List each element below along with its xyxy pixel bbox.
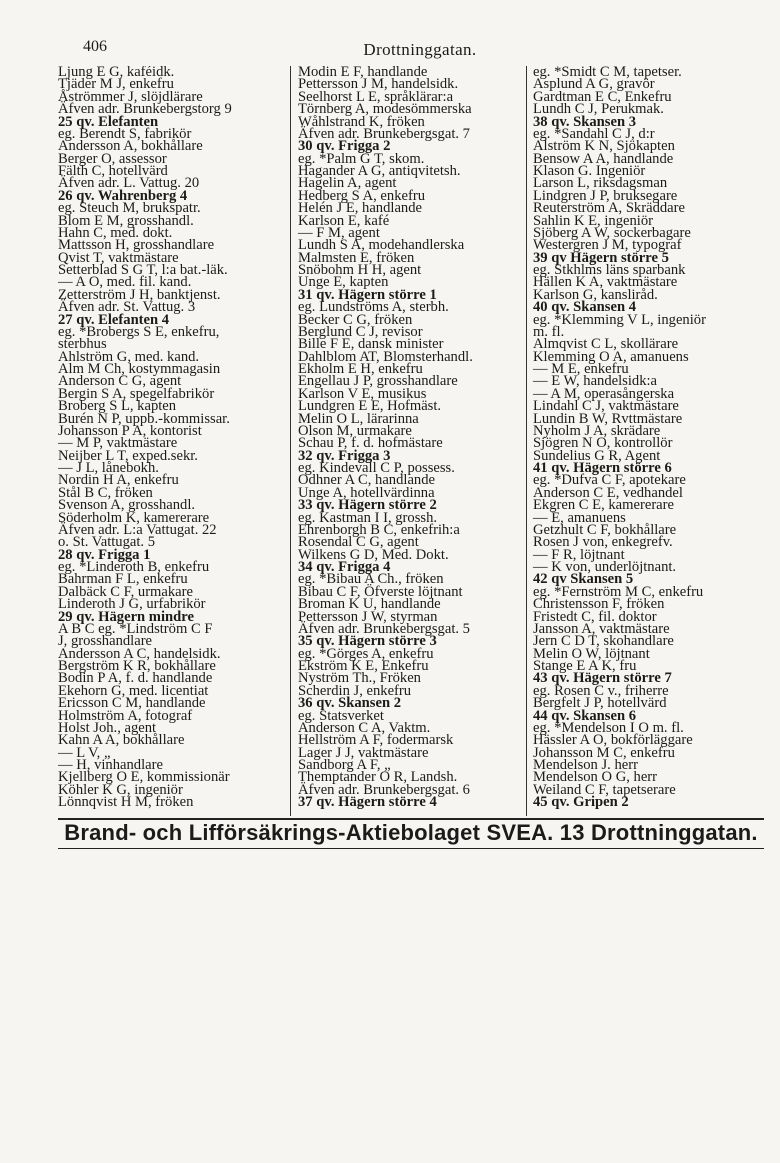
page-number: 406: [83, 38, 107, 55]
directory-entry: eg. Statsverket: [298, 707, 384, 724]
directory-entry: Hellström A F, fodermarsk: [298, 732, 454, 749]
directory-entry: Becker C G, fröken: [298, 311, 413, 328]
directory-entry: Äfven adr. St. Vattug. 3: [58, 299, 196, 316]
directory-entry: Holmström A, fotograf: [58, 707, 193, 724]
block-heading: 30 qv. Frigga 2: [298, 138, 391, 155]
directory-entry: Hagander A G, antiqvitetsh.: [298, 163, 461, 179]
directory-entry: Äfven adr. L. Vattug. 20: [58, 175, 200, 192]
directory-entry: Zetterström J H, banktjenst.: [58, 286, 221, 303]
directory-entry: Themptander O R, Landsh.: [298, 769, 458, 786]
directory-entry: Seelhorst L E, språklärar:a: [298, 88, 454, 105]
directory-entry: Nyholm J A, skrädare: [533, 422, 661, 439]
directory-entry: Burén N P, uppb.-kommissar.: [58, 410, 230, 427]
directory-entry: Hällen K A, vaktmästare: [533, 274, 678, 291]
directory-entry: Svenson A, grosshandl.: [58, 497, 196, 514]
directory-entry: Alström K N, Sjökapten: [533, 138, 675, 155]
block-heading: 33 qv. Hägern större 2: [298, 497, 437, 514]
directory-entry: Fristedt C, fil. doktor: [533, 608, 657, 625]
directory-column-3: [526, 66, 769, 816]
directory-entry: Klason G. Ingeniör: [533, 163, 646, 179]
directory-entry: Äfven adr. Brunkebergstorg 9: [58, 101, 232, 118]
block-heading: 37 qv. Hägern större 4: [298, 794, 437, 811]
directory-entry: Mendelson J. herr: [533, 757, 638, 773]
directory-entry: — J L, lånebokh.: [58, 460, 159, 476]
directory-entry: Lundin B W, Rvttmästare: [533, 410, 683, 427]
directory-entry: Åströmmer J, slöjdlärare: [58, 88, 203, 105]
block-heading: 27 qv. Elefanten 4: [58, 311, 170, 328]
block-heading: 25 qv. Elefanten: [58, 113, 159, 130]
directory-entry: Lindgren J P, bruksegare: [533, 187, 678, 204]
directory-column-2: [290, 66, 522, 816]
directory-entry: A B C eg. *Lindström C F: [58, 620, 213, 637]
street-title: Drottninggatan.: [363, 40, 477, 59]
directory-entry: Sjöberg A W, sockerbagare: [533, 224, 691, 241]
directory-entry: Melin O L, lärarinna: [298, 410, 419, 427]
footer-rule-bottom: [58, 848, 764, 849]
directory-entry: Lindahl C J, vaktmästare: [533, 398, 679, 415]
directory-entry: Lundgren E E, Hofmäst.: [298, 398, 442, 415]
directory-entry: Stange E A K, fru: [533, 658, 637, 674]
directory-entry: Karlson E, kafé: [298, 212, 390, 229]
directory-entry: Blom E M, grosshandl.: [58, 212, 194, 229]
directory-entry: Pettersson J M, handelsidk.: [298, 76, 459, 93]
directory-entry: Köhler K G, ingeniör: [58, 781, 183, 798]
directory-entry: eg. *Smidt C M, tapetser.: [533, 66, 682, 80]
directory-entry: Törnberg A, modesömmerska: [298, 101, 472, 118]
directory-entry: Helén J E, handlande: [298, 200, 423, 217]
directory-entry: Stål B C, fröken: [58, 484, 153, 501]
directory-entry: Ekgren C E, kamererare: [533, 497, 674, 514]
directory-entry: Sahlin K E, ingeniör: [533, 212, 653, 229]
directory-entry: Äfven adr. Brunkebergsgat. 6: [298, 781, 470, 798]
directory-entry: Malmsten E, fröken: [298, 249, 415, 266]
directory-entry: Sjögren N O, kontrollör: [533, 435, 673, 452]
directory-entry: Bergfelt J P, hotellvärd: [533, 695, 667, 712]
directory-entry: Fälth C, hotellvärd: [58, 163, 168, 179]
directory-entry: Ericsson C M, handlande: [58, 695, 206, 712]
directory-entry: — M E, enkefru: [533, 361, 629, 377]
directory-entry: Lönnqvist H M, fröken: [58, 794, 194, 811]
directory-entry: Setterblad S G T, l:a bat.-läk.: [58, 262, 228, 278]
directory-entry: Andersson A, bokhållare: [58, 138, 203, 155]
directory-entry: Klemming O A, amanuens: [533, 348, 689, 365]
directory-entry: Reuterström A, Skräddare: [533, 200, 685, 217]
directory-entry: eg. Stkhlms läns sparbank: [533, 262, 686, 278]
directory-entry: Getzhult C F, bokhållare: [533, 521, 677, 538]
directory-entry: Schau P, f. d. hofmästare: [298, 435, 443, 452]
directory-entry: Unge A, hotellvärdinna: [298, 484, 435, 501]
footer-advertisement: Brand- och Lifförsäkrings-Aktiebolaget SVEA. 13 Drottninggatan.: [64, 820, 758, 845]
directory-entry: Scherdin J, enkefru: [298, 682, 412, 699]
directory-entry: Hedberg S A, enkefru: [298, 187, 425, 204]
directory-entry: Bensow A A, handlande: [533, 150, 674, 167]
directory-entry: eg. Kindevall C P, possess.: [298, 460, 455, 476]
directory-entry: Larson L, riksdagsman: [533, 175, 668, 192]
directory-entry: Asplund A G, gravör: [533, 76, 655, 93]
directory-entry: Rosen J von, enkegrefv.: [533, 534, 673, 551]
directory-entry: Broman K U, handlande: [298, 596, 441, 613]
directory-entry: J, grosshandlare: [58, 633, 153, 650]
directory-entry: — F R, löjtnant: [533, 546, 625, 563]
directory-entry: Kjellberg O E, kommissionär: [58, 769, 230, 786]
directory-entry: eg. Berendt S, fabrikör: [58, 125, 192, 142]
directory-entry: Pettersson J W, styrman: [298, 608, 438, 625]
directory-entry: Almqvist C L, skollärare: [533, 336, 679, 353]
block-heading: 42 qv Skansen 5: [533, 571, 634, 588]
block-heading: 36 qv. Skansen 2: [298, 695, 402, 712]
directory-entry: Mendelson O G, herr: [533, 769, 658, 786]
directory-entry: — M P, vaktmästare: [58, 435, 178, 452]
directory-entry: sterbhus: [58, 336, 107, 353]
directory-entry: eg. Rosen C v., friherre: [533, 682, 669, 699]
directory-entry: Karlson G, kansliråd.: [533, 286, 658, 303]
directory-entry: Ljung E G, kaféidk.: [58, 66, 175, 80]
directory-entry: Alm M Ch, kostymmagasin: [58, 361, 221, 377]
directory-entry: Dalbäck C F, urmakare: [58, 583, 193, 600]
directory-entry: Ekström K E, Enkefru: [298, 658, 429, 674]
block-heading: 44 qv. Skansen 6: [533, 707, 637, 724]
directory-entry: eg. *Klemming V L, ingeniör: [533, 311, 706, 328]
block-heading: 45 qv. Gripen 2: [533, 794, 629, 811]
directory-entry: Wilkens G D, Med. Dokt.: [298, 546, 449, 563]
block-heading: 40 qv. Skansen 4: [533, 299, 637, 316]
directory-entry: Qvist T, vaktmästare: [58, 249, 179, 266]
directory-entry: eg. *Fernström M C, enkefru: [533, 583, 704, 600]
block-heading: 32 qv. Frigga 3: [298, 447, 391, 464]
directory-entry: Weiland C F, tapetserare: [533, 781, 676, 798]
page-header: [80, 38, 760, 62]
directory-entry: — A M, operasångerska: [533, 385, 675, 402]
block-heading: 43 qv. Hägern större 7: [533, 670, 672, 687]
directory-entry: Ekehorn G, med. licentiat: [58, 682, 209, 699]
directory-entry: Hagelin A, agent: [298, 175, 397, 192]
directory-entry: Broberg S L, kapten: [58, 398, 177, 415]
directory-entry: Melin O W, löjtnant: [533, 645, 650, 662]
directory-entry: Rosendal C G, agent: [298, 534, 419, 551]
directory-entry: Holst Joh., agent: [58, 719, 157, 736]
directory-entry: — F M, agent: [298, 224, 380, 241]
directory-entry: Gardtman E C, Enkefru: [533, 88, 672, 105]
directory-entry: Nordin H A, enkefru: [58, 472, 179, 489]
block-heading: 39 qv Hägern större 5: [533, 249, 669, 266]
directory-entry: — H, vinhandlare: [58, 757, 163, 773]
directory-entry: eg. Lundströms A, sterbh.: [298, 299, 449, 316]
directory-entry: Bille F E, dansk minister: [298, 336, 444, 353]
directory-entry: eg. *Sandahl C J, d:r: [533, 125, 655, 142]
directory-entry: Berger O, assessor: [58, 150, 167, 167]
directory-entry: Tjäder M J, enkefru: [58, 76, 174, 93]
directory-entry: eg. *Dufva C F, apotekare: [533, 472, 686, 489]
directory-entry: — A O, med. fil. kand.: [58, 274, 192, 291]
directory-entry: eg. Steuch M, brukspatr.: [58, 200, 201, 217]
directory-entry: Olson M, urmakare: [298, 422, 412, 439]
directory-entry: Ahlström G, med. kand.: [58, 348, 200, 365]
directory-entry: Ekholm E H, enkefru: [298, 361, 423, 377]
directory-entry: Unge E, kapten: [298, 274, 389, 291]
directory-entry: Kahn A A, bokhållare: [58, 732, 185, 749]
directory-entry: Hässler A O, bokförläggare: [533, 732, 693, 749]
directory-column-1: [58, 66, 288, 816]
directory-entry: eg. *Mendelson I O m. fl.: [533, 719, 684, 736]
block-heading: 41 qv. Hägern större 6: [533, 460, 672, 476]
directory-entry: Linderoth J G, urfabrikör: [58, 596, 206, 613]
directory-entry: Christensson F, fröken: [533, 596, 665, 613]
directory-entry: eg. *Bibau A Ch., fröken: [298, 571, 444, 588]
block-heading: 26 qv. Wahrenberg 4: [58, 187, 188, 204]
directory-entry: Engellau J P, grosshandlare: [298, 373, 458, 390]
directory-entry: Äfven adr. Brunkebergsgat. 7: [298, 125, 470, 142]
directory-entry: Modin E F, handlande: [298, 66, 428, 80]
directory-entry: Söderholm K, kamererare: [58, 509, 210, 526]
directory-entry: Westergren J M, typograf: [533, 237, 682, 254]
block-heading: 34 qv. Frigga 4: [298, 559, 391, 575]
directory-entry: Ehrenborgh B C, enkefrih:a: [298, 521, 460, 538]
block-heading: 31 qv. Hägern större 1: [298, 286, 437, 303]
directory-entry: Hahn C, med. dokt.: [58, 224, 173, 241]
directory-entry: eg. *Görges A, enkefru: [298, 645, 434, 662]
directory-entry: Andersson A C, handelsidk.: [58, 645, 221, 662]
directory-entry: Lundh S A, modehandlerska: [298, 237, 465, 254]
directory-entry: Jansson A, vaktmästare: [533, 620, 670, 637]
directory-entry: Bergin S A, spegelfabrikör: [58, 385, 215, 402]
directory-entry: — E, amanuens: [533, 509, 626, 526]
directory-entry: Dahlblom AT, Blomsterhandl.: [298, 348, 473, 365]
directory-entry: Johansson M C, enkefru: [533, 744, 675, 761]
directory-entry: Lundh C J, Perukmak.: [533, 101, 664, 118]
directory-entry: Bodin P A, f. d. handlande: [58, 670, 213, 687]
directory-entry: o. St. Vattugat. 5: [58, 534, 156, 551]
directory-entry: Sandborg A F, „: [298, 757, 391, 773]
directory-entry: Nyström Th., Fröken: [298, 670, 421, 687]
directory-entry: Berglund C J, revisor: [298, 323, 423, 340]
directory-entry: — K von, underlöjtnant.: [533, 559, 677, 575]
directory-entry: Johansson P A, kontorist: [58, 422, 202, 439]
directory-entry: eg. *Palm G T, skom.: [298, 150, 425, 167]
directory-entry: eg. *Linderoth B, enkefru: [58, 559, 210, 575]
directory-entry: Karlson V E, musikus: [298, 385, 427, 402]
directory-entry: Bahrman F L, enkefru: [58, 571, 188, 588]
directory-entry: Wåhlstrand K, fröken: [298, 113, 425, 130]
block-heading: 38 qv. Skansen 3: [533, 113, 637, 130]
directory-entry: Mattsson H, grosshandlare: [58, 237, 215, 254]
directory-entry: Anderson C E, vedhandel: [533, 484, 683, 501]
directory-entry: Bibau C F, Öfverste löjtnant: [298, 583, 463, 600]
block-heading: 29 qv. Hägern mindre: [58, 608, 194, 625]
directory-entry: Jern C D T, skohandlare: [533, 633, 674, 650]
directory-entry: Äfven adr. L:a Vattugat. 22: [58, 521, 217, 538]
block-heading: 28 qv. Frigga 1: [58, 546, 151, 563]
directory-entry: Snöbohm H H, agent: [298, 262, 422, 278]
directory-entry: Anderson C A, Vaktm.: [298, 719, 431, 736]
directory-entry: — E W, handelsidk:a: [533, 373, 658, 390]
directory-entry: Lager J J, vaktmästare: [298, 744, 429, 761]
directory-columns: [58, 66, 764, 811]
directory-entry: Äfven adr. Brunkebergsgat. 5: [298, 620, 470, 637]
block-heading: 35 qv. Hägern större 3: [298, 633, 437, 650]
directory-entry: Neijber L T, exped.sekr.: [58, 447, 198, 464]
directory-entry: eg. Kastman I I, grossh.: [298, 509, 438, 526]
directory-entry: eg. *Brobergs S E, enkefru,: [58, 323, 220, 340]
directory-entry: Odhner A C, handlande: [298, 472, 435, 489]
directory-entry: m. fl.: [533, 323, 565, 340]
directory-entry: Sundelius G R, Agent: [533, 447, 661, 464]
directory-entry: Anderson C G, agent: [58, 373, 182, 390]
directory-entry: Bergström K R, bokhållare: [58, 658, 216, 674]
directory-entry: — L V, „: [58, 744, 111, 761]
